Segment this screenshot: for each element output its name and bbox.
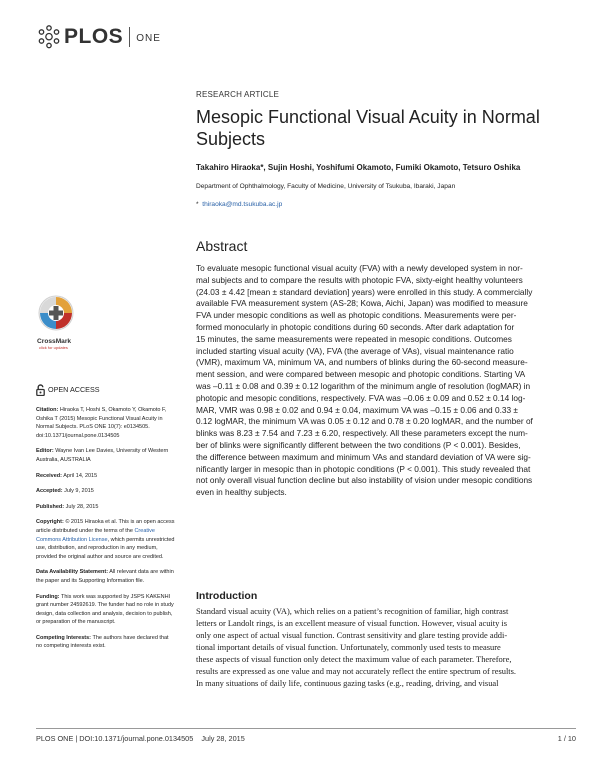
accepted-date: July 9, 2015 <box>64 488 94 495</box>
funding-block <box>36 593 176 627</box>
abstract-line: available FVA measurement system (AS-28; Kowa, Aichi, Japan) was modified to measure <box>196 298 528 309</box>
abstract-line: nificantly larger in mesopic than in photopic conditions (P < 0.001). This study revealed that <box>196 463 531 474</box>
corresponding-email-link[interactable]: thiraoka@md.tsukuba.ac.jp <box>202 201 283 208</box>
crossmark-icon <box>36 294 76 332</box>
published-block <box>36 503 176 512</box>
accepted-label: Accepted: <box>36 488 63 495</box>
received-date: April 14, 2015 <box>63 472 98 479</box>
logo-journal: ONE <box>136 32 161 44</box>
abstract-line: formed monocularly in photopic conditions during 60 seconds. After dark adaptation for <box>196 321 515 332</box>
citation-text: Hiraoka T, Hoshi S, Okamoto Y, Okamoto F, Oshika T (2015) Mesopic Functional Visual Acuity in Normal Subjects. PLoS ONE 10(7): e0134505. doi:10.1371/journal.pone.0134505 <box>36 407 167 439</box>
crossmark-label: CrossMark <box>37 338 72 345</box>
abstract-line: was –0.11 ± 0.08 and 0.39 ± 0.12 logarithm of the minimum angle of resolution (logMAR) in <box>196 380 531 391</box>
article-title: Mesopic Functional Visual Acuity in Normal Subjects <box>196 107 540 149</box>
intro-line: letters or Landolt rings, is an excellent measure of visual function. However, visual acuity is <box>196 618 508 629</box>
logo-divider <box>129 27 130 47</box>
crossmark-subtext: click for updates <box>39 345 68 350</box>
abstract-line: (24.03 ± 4.42 [mean ± standard deviation] years) were enrolled in this study. A commercially <box>196 286 533 297</box>
footer-divider <box>36 728 576 729</box>
logo-name: PLOS <box>64 25 124 48</box>
page-number: 1 / 10 <box>557 734 576 743</box>
citation-label: Citation: <box>36 407 59 413</box>
citation-block <box>36 406 176 440</box>
abstract-heading: Abstract <box>196 238 248 254</box>
editor-block <box>36 447 176 464</box>
abstract-line: mal subjects and to compare the results with photopic FVA, sixty-eight healthy volunteers <box>196 274 523 285</box>
intro-line: Standard visual acuity (VA), which relies on a patient’s recognition of familiar, high contrast <box>196 606 509 616</box>
intro-line: only one aspect of actual visual function. Contrast sensitivity and glare testing provide addi- <box>196 630 508 641</box>
abstract-line: blinks was 8.23 ± 7.54 and 7.23 ± 6.20, respectively. All these parameters except the num- <box>196 428 528 439</box>
funding-text: This work was supported by JSPS KAKENHI grant number 24592619. The funder had no role in study design, data collection and analysis, decision to publish, or preparation of the manuscript. <box>36 593 174 626</box>
plos-one-logo[interactable] <box>36 24 161 50</box>
abstract-line: ment session, and were compared between mesopic and photopic conditions. Starting VA <box>196 369 526 380</box>
email-marker: * <box>196 201 199 208</box>
abstract-line: To evaluate mesopic functional visual acuity (FVA) with a newly developed system in nor- <box>196 263 523 273</box>
received-label: Received: <box>36 472 62 479</box>
copyright-text-end: , which permits unrestricted use, distribution, and reproduction in any medium, provided the original author and source are credited. <box>36 536 175 560</box>
published-date: July 28, 2015 <box>65 503 99 510</box>
abstract-line: the difference between maximum and minimum VAs and standard deviation of VA were sig- <box>196 451 531 462</box>
author-list: Takahiro Hiraoka*, Sujin Hoshi, Yoshifumi Okamoto, Fumiki Okamoto, Tetsuro Oshika <box>196 163 521 172</box>
open-access-badge <box>36 384 176 396</box>
received-block <box>36 472 176 481</box>
footer-citation: PLOS ONE | DOI:10.1371/journal.pone.0134505 July 28, 2015 <box>36 734 245 743</box>
abstract-line: 15 minutes, the same measurements were repeated in mesopic conditions. Outcomes <box>196 333 512 344</box>
abstract-line: FVA under mesopic conditions as well as photopic conditions. Measurements were per- <box>196 310 517 321</box>
data-availability-text: All relevant data are within the paper and its Supporting Information file. <box>36 569 174 584</box>
editor-text: Wayne Ivan Lee Davies, University of Western Australia, AUSTRALIA <box>36 448 169 463</box>
abstract-line: ber of blinks were significantly different between the two conditions (P < 0.001). Besides, <box>196 439 521 450</box>
intro-line: In many situations of daily life, continuous gazing tasks (e.g., reading, driving, and visual <box>196 678 499 689</box>
introduction-body <box>196 605 580 689</box>
abstract-line: even in healthy subjects. <box>196 487 287 498</box>
intro-line: tional important details of visual function. Unfortunately, commonly used tests to measure <box>196 642 501 653</box>
intro-line: results are expressed as one value and may not accurately reflect the entire spectrum of results. <box>196 666 517 677</box>
data-availability-label: Data Availability Statement: <box>36 569 109 576</box>
cc-license-link[interactable]: Creative Commons Attribution License <box>36 527 155 543</box>
data-availability-block <box>36 568 176 585</box>
editor-label: Editor: <box>36 448 54 455</box>
open-lock-icon <box>36 384 45 396</box>
abstract-body <box>196 263 580 499</box>
copyright-block <box>36 518 176 561</box>
published-label: Published: <box>36 503 65 510</box>
funding-label: Funding: <box>36 593 60 600</box>
plos-dots-icon <box>36 24 62 50</box>
article-type: RESEARCH ARTICLE <box>196 90 280 99</box>
competing-interests-text: The authors have declared that no competing interests exist. <box>36 634 169 650</box>
abstract-line: not only overall visual function decline but also instability of vision under mesopic conditions <box>196 475 533 486</box>
abstract-line: included starting visual acuity (VA), FVA (the average of VAs), visual maintenance ratio <box>196 345 514 356</box>
intro-line: these aspects of visual function only detect the maximum value of each parameter. Therefore, <box>196 654 512 665</box>
abstract-line: 0.12 logMAR, the minimum VA was 0.05 ± 0.12 and 0.78 ± 0.20 logMAR, and the number of <box>196 416 533 427</box>
abstract-line: (VMR), maximum VA, minimum VA, and numbers of blinks during the 60-second measure- <box>196 357 528 368</box>
competing-interests-label: Competing Interests: <box>36 634 92 641</box>
crossmark-badge[interactable] <box>36 294 96 350</box>
abstract-line: MAR, VMR was 0.98 ± 0.02 and 0.94 ± 0.04, maximum VA was –0.15 ± 0.06 and 0.33 ± <box>196 404 518 415</box>
affiliation: Department of Ophthalmology, Faculty of Medicine, University of Tsukuba, Ibaraki, Japan <box>196 183 456 190</box>
abstract-line: photopic and mesopic conditions, respectively. FVA was –0.06 ± 0.09 and 0.52 ± 0.14 log- <box>196 392 526 403</box>
introduction-heading: Introduction <box>196 590 258 602</box>
open-access-label: OPEN ACCESS <box>48 384 100 394</box>
accepted-block <box>36 487 176 496</box>
copyright-label: Copyright: <box>36 519 64 526</box>
competing-interests-block <box>36 634 176 651</box>
corresponding-email-row <box>196 201 282 208</box>
article-metadata-column <box>36 384 176 658</box>
copyright-text: © 2015 Hiraoka et al. This is an open access article distributed under the terms of the <box>36 519 175 534</box>
